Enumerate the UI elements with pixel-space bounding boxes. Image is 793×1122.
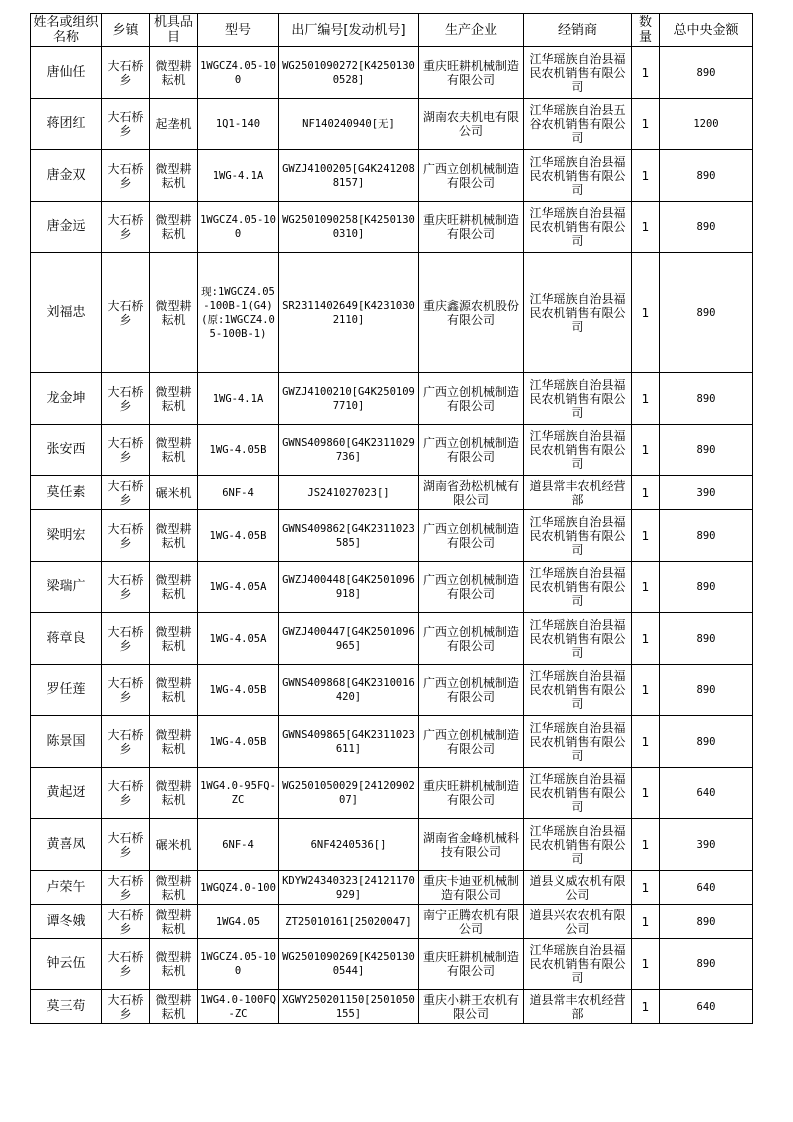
cell-serial: GWZJ400447[G4K2501096965] — [279, 613, 419, 665]
cell-item: 微型耕耘机 — [150, 253, 198, 373]
table-row — [31, 768, 753, 819]
cell-town: 大石桥乡 — [102, 202, 150, 253]
cell-maker: 广西立创机械制造有限公司 — [419, 425, 524, 476]
cell-amount: 890 — [660, 202, 753, 253]
table-row — [31, 939, 753, 990]
table-row — [31, 871, 753, 905]
cell-item: 微型耕耘机 — [150, 665, 198, 716]
cell-maker: 湖南省劲松机械有限公司 — [419, 476, 524, 510]
cell-dealer: 江华瑶族自治县福民农机销售有限公司 — [524, 562, 632, 613]
cell-model: 1WG-4.05A — [198, 613, 279, 665]
cell-dealer: 道县常丰农机经营部 — [524, 476, 632, 510]
cell-item: 微型耕耘机 — [150, 562, 198, 613]
cell-name: 黄喜凤 — [31, 819, 102, 871]
cell-item: 起垄机 — [150, 99, 198, 150]
cell-maker: 重庆鑫源农机股份有限公司 — [419, 253, 524, 373]
cell-qty: 1 — [632, 768, 660, 819]
table-row — [31, 905, 753, 939]
table-row — [31, 373, 753, 425]
cell-qty: 1 — [632, 905, 660, 939]
cell-dealer: 道县义威农机有限公司 — [524, 871, 632, 905]
cell-dealer: 江华瑶族自治县福民农机销售有限公司 — [524, 768, 632, 819]
cell-item: 微型耕耘机 — [150, 425, 198, 476]
cell-dealer: 道县常丰农机经营部 — [524, 990, 632, 1024]
cell-amount: 890 — [660, 47, 753, 99]
cell-serial: GWNS409860[G4K2311029736] — [279, 425, 419, 476]
cell-qty: 1 — [632, 202, 660, 253]
cell-maker: 南宁正腾农机有限公司 — [419, 905, 524, 939]
cell-town: 大石桥乡 — [102, 476, 150, 510]
header-name: 姓名或组织名称 — [31, 14, 102, 47]
cell-qty: 1 — [632, 562, 660, 613]
cell-town: 大石桥乡 — [102, 716, 150, 768]
cell-model: 1WG4.05 — [198, 905, 279, 939]
cell-name: 谭冬娥 — [31, 905, 102, 939]
cell-dealer: 江华瑶族自治县福民农机销售有限公司 — [524, 150, 632, 202]
cell-name: 梁明宏 — [31, 510, 102, 562]
cell-serial: WG2501090272[K42501300528] — [279, 47, 419, 99]
cell-item: 微型耕耘机 — [150, 373, 198, 425]
cell-amount: 890 — [660, 373, 753, 425]
cell-town: 大石桥乡 — [102, 819, 150, 871]
table-row — [31, 425, 753, 476]
cell-name: 莫任素 — [31, 476, 102, 510]
header-qty: 数量 — [632, 14, 660, 47]
cell-model: 1WG-4.05B — [198, 425, 279, 476]
cell-qty: 1 — [632, 990, 660, 1024]
header-town: 乡镇 — [102, 14, 150, 47]
cell-model: 现:1WGCZ4.05-100B-1(G4)(原:1WGCZ4.05-100B-1) — [198, 253, 279, 373]
cell-dealer: 江华瑶族自治县五谷农机销售有限公司 — [524, 99, 632, 150]
cell-qty: 1 — [632, 425, 660, 476]
table-row — [31, 665, 753, 716]
cell-model: 1WGCZ4.05-100 — [198, 47, 279, 99]
cell-serial: KDYW24340323[24121170929] — [279, 871, 419, 905]
cell-name: 唐仙任 — [31, 47, 102, 99]
cell-qty: 1 — [632, 99, 660, 150]
cell-town: 大石桥乡 — [102, 871, 150, 905]
cell-model: 1WG-4.05B — [198, 510, 279, 562]
cell-item: 微型耕耘机 — [150, 150, 198, 202]
cell-name: 蒋团红 — [31, 99, 102, 150]
cell-town: 大石桥乡 — [102, 253, 150, 373]
cell-qty: 1 — [632, 871, 660, 905]
cell-amount: 890 — [660, 510, 753, 562]
cell-name: 唐金双 — [31, 150, 102, 202]
cell-serial: 6NF4240536[] — [279, 819, 419, 871]
cell-maker: 重庆小耕王农机有限公司 — [419, 990, 524, 1024]
cell-serial: GWZJ400448[G4K2501096918] — [279, 562, 419, 613]
cell-serial: GWZJ4100210[G4K2501097710] — [279, 373, 419, 425]
cell-model: 1WG4.0-100FQ-ZC — [198, 990, 279, 1024]
cell-maker: 重庆旺耕机械制造有限公司 — [419, 768, 524, 819]
cell-amount: 890 — [660, 150, 753, 202]
cell-model: 6NF-4 — [198, 819, 279, 871]
cell-model: 1WGQZ4.0-100 — [198, 871, 279, 905]
cell-qty: 1 — [632, 510, 660, 562]
cell-name: 罗任莲 — [31, 665, 102, 716]
cell-maker: 广西立创机械制造有限公司 — [419, 150, 524, 202]
cell-amount: 640 — [660, 871, 753, 905]
cell-qty: 1 — [632, 253, 660, 373]
table-row — [31, 476, 753, 510]
cell-maker: 湖南省金峰机械科技有限公司 — [419, 819, 524, 871]
table-row — [31, 819, 753, 871]
cell-name: 刘福忠 — [31, 253, 102, 373]
cell-amount: 890 — [660, 905, 753, 939]
cell-maker: 湖南农夫机电有限公司 — [419, 99, 524, 150]
cell-amount: 890 — [660, 716, 753, 768]
cell-name: 莫三苟 — [31, 990, 102, 1024]
cell-amount: 890 — [660, 562, 753, 613]
cell-maker: 重庆卡迪亚机械制造有限公司 — [419, 871, 524, 905]
cell-qty: 1 — [632, 665, 660, 716]
cell-serial: ZT25010161[25020047] — [279, 905, 419, 939]
cell-amount: 890 — [660, 665, 753, 716]
cell-amount: 390 — [660, 476, 753, 510]
cell-amount: 1200 — [660, 99, 753, 150]
cell-serial: XGWY250201150[2501050155] — [279, 990, 419, 1024]
table-row — [31, 47, 753, 99]
cell-dealer: 江华瑶族自治县福民农机销售有限公司 — [524, 373, 632, 425]
cell-dealer: 江华瑶族自治县福民农机销售有限公司 — [524, 253, 632, 373]
table-header-row — [31, 14, 753, 47]
cell-item: 碾米机 — [150, 476, 198, 510]
cell-name: 梁瑞广 — [31, 562, 102, 613]
cell-town: 大石桥乡 — [102, 510, 150, 562]
cell-qty: 1 — [632, 373, 660, 425]
cell-model: 1WGCZ4.05-100 — [198, 939, 279, 990]
cell-amount: 890 — [660, 939, 753, 990]
cell-maker: 广西立创机械制造有限公司 — [419, 510, 524, 562]
cell-qty: 1 — [632, 819, 660, 871]
cell-dealer: 江华瑶族自治县福民农机销售有限公司 — [524, 202, 632, 253]
cell-maker: 重庆旺耕机械制造有限公司 — [419, 47, 524, 99]
cell-dealer: 江华瑶族自治县福民农机销售有限公司 — [524, 939, 632, 990]
cell-town: 大石桥乡 — [102, 905, 150, 939]
cell-model: 1WGCZ4.05-100 — [198, 202, 279, 253]
cell-model: 1WG-4.05B — [198, 665, 279, 716]
cell-town: 大石桥乡 — [102, 373, 150, 425]
cell-name: 陈景国 — [31, 716, 102, 768]
cell-maker: 重庆旺耕机械制造有限公司 — [419, 202, 524, 253]
cell-item: 微型耕耘机 — [150, 871, 198, 905]
cell-amount: 890 — [660, 613, 753, 665]
header-maker: 生产企业 — [419, 14, 524, 47]
cell-model: 1WG-4.05A — [198, 562, 279, 613]
cell-town: 大石桥乡 — [102, 562, 150, 613]
cell-name: 黄起迓 — [31, 768, 102, 819]
cell-item: 微型耕耘机 — [150, 716, 198, 768]
cell-model: 1WG-4.1A — [198, 373, 279, 425]
cell-amount: 640 — [660, 768, 753, 819]
cell-maker: 广西立创机械制造有限公司 — [419, 665, 524, 716]
cell-dealer: 江华瑶族自治县福民农机销售有限公司 — [524, 716, 632, 768]
cell-maker: 广西立创机械制造有限公司 — [419, 562, 524, 613]
cell-model: 1WG-4.1A — [198, 150, 279, 202]
cell-qty: 1 — [632, 150, 660, 202]
cell-qty: 1 — [632, 47, 660, 99]
cell-qty: 1 — [632, 716, 660, 768]
cell-maker: 广西立创机械制造有限公司 — [419, 613, 524, 665]
cell-item: 微型耕耘机 — [150, 939, 198, 990]
cell-model: 1WG-4.05B — [198, 716, 279, 768]
table-row — [31, 613, 753, 665]
cell-amount: 640 — [660, 990, 753, 1024]
cell-maker: 广西立创机械制造有限公司 — [419, 373, 524, 425]
cell-name: 卢荣午 — [31, 871, 102, 905]
cell-town: 大石桥乡 — [102, 768, 150, 819]
cell-town: 大石桥乡 — [102, 425, 150, 476]
cell-name: 钟云伍 — [31, 939, 102, 990]
table-row — [31, 99, 753, 150]
table-row — [31, 562, 753, 613]
cell-name: 张安西 — [31, 425, 102, 476]
cell-name: 蒋章良 — [31, 613, 102, 665]
table-row — [31, 150, 753, 202]
cell-town: 大石桥乡 — [102, 150, 150, 202]
header-item: 机具品目 — [150, 14, 198, 47]
cell-amount: 890 — [660, 253, 753, 373]
cell-maker: 广西立创机械制造有限公司 — [419, 716, 524, 768]
cell-qty: 1 — [632, 939, 660, 990]
cell-item: 微型耕耘机 — [150, 905, 198, 939]
table-row — [31, 716, 753, 768]
cell-amount: 890 — [660, 425, 753, 476]
cell-item: 微型耕耘机 — [150, 613, 198, 665]
header-model: 型号 — [198, 14, 279, 47]
table-row — [31, 253, 753, 373]
cell-qty: 1 — [632, 476, 660, 510]
cell-serial: JS241027023[] — [279, 476, 419, 510]
cell-maker: 重庆旺耕机械制造有限公司 — [419, 939, 524, 990]
cell-serial: SR2311402649[K42310302110] — [279, 253, 419, 373]
cell-town: 大石桥乡 — [102, 613, 150, 665]
table-row — [31, 510, 753, 562]
subsidy-table — [30, 13, 753, 1024]
cell-serial: WG2501050029[2412090207] — [279, 768, 419, 819]
cell-dealer: 江华瑶族自治县福民农机销售有限公司 — [524, 819, 632, 871]
header-serial: 出厂编号[发动机号] — [279, 14, 419, 47]
cell-serial: GWNS409868[G4K2310016420] — [279, 665, 419, 716]
cell-dealer: 道县兴农农机有限公司 — [524, 905, 632, 939]
header-dealer: 经销商 — [524, 14, 632, 47]
cell-dealer: 江华瑶族自治县福民农机销售有限公司 — [524, 510, 632, 562]
cell-item: 碾米机 — [150, 819, 198, 871]
cell-item: 微型耕耘机 — [150, 768, 198, 819]
table-row — [31, 990, 753, 1024]
cell-serial: GWZJ4100205[G4K2412088157] — [279, 150, 419, 202]
cell-serial: NF140240940[无] — [279, 99, 419, 150]
cell-town: 大石桥乡 — [102, 990, 150, 1024]
header-amount: 总中央金额 — [660, 14, 753, 47]
cell-item: 微型耕耘机 — [150, 510, 198, 562]
cell-model: 6NF-4 — [198, 476, 279, 510]
cell-serial: WG2501090269[K42501300544] — [279, 939, 419, 990]
cell-dealer: 江华瑶族自治县福民农机销售有限公司 — [524, 613, 632, 665]
cell-model: 1Q1-140 — [198, 99, 279, 150]
table-row — [31, 202, 753, 253]
cell-dealer: 江华瑶族自治县福民农机销售有限公司 — [524, 665, 632, 716]
cell-town: 大石桥乡 — [102, 665, 150, 716]
cell-name: 龙金坤 — [31, 373, 102, 425]
cell-name: 唐金远 — [31, 202, 102, 253]
cell-town: 大石桥乡 — [102, 47, 150, 99]
cell-serial: GWNS409865[G4K2311023611] — [279, 716, 419, 768]
cell-item: 微型耕耘机 — [150, 202, 198, 253]
cell-item: 微型耕耘机 — [150, 47, 198, 99]
cell-dealer: 江华瑶族自治县福民农机销售有限公司 — [524, 47, 632, 99]
cell-item: 微型耕耘机 — [150, 990, 198, 1024]
cell-town: 大石桥乡 — [102, 939, 150, 990]
cell-qty: 1 — [632, 613, 660, 665]
cell-serial: GWNS409862[G4K2311023585] — [279, 510, 419, 562]
cell-serial: WG2501090258[K42501300310] — [279, 202, 419, 253]
cell-town: 大石桥乡 — [102, 99, 150, 150]
cell-model: 1WG4.0-95FQ-ZC — [198, 768, 279, 819]
cell-amount: 390 — [660, 819, 753, 871]
cell-dealer: 江华瑶族自治县福民农机销售有限公司 — [524, 425, 632, 476]
